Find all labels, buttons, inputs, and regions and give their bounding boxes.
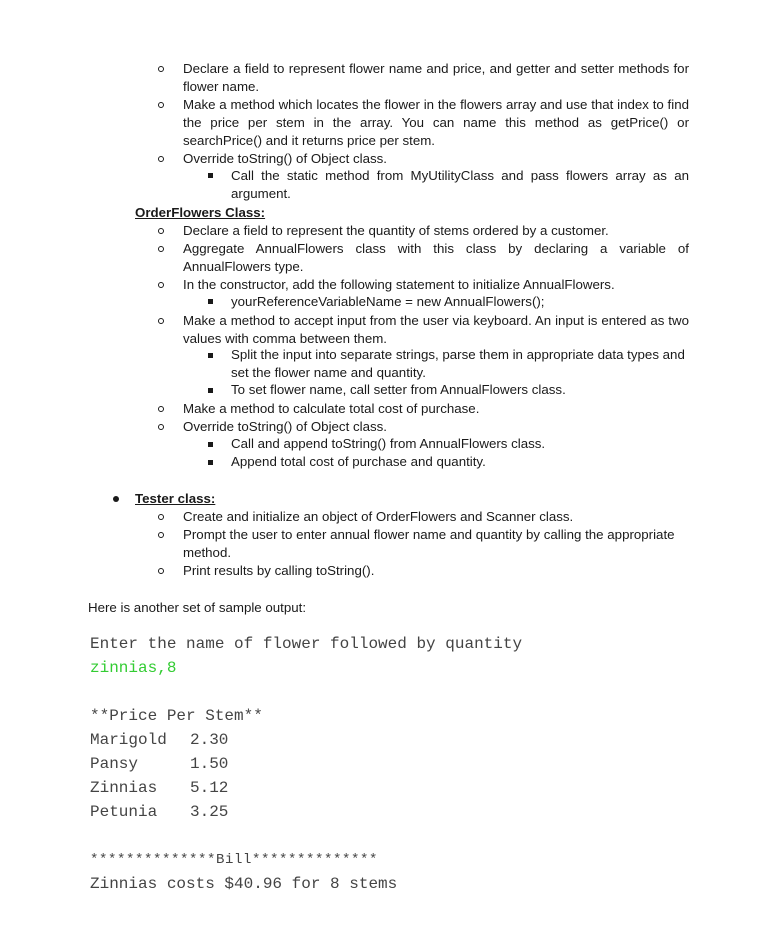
circle-bullet <box>158 156 164 162</box>
square-bullet <box>208 388 213 393</box>
flower-item-1: Declare a field to represent flower name and price, and getter and setter methods for flower name. <box>183 61 689 94</box>
square-bullet <box>208 353 213 358</box>
flower-item-3-sub: Call the static method from MyUtilityClass and pass flowers array as an argument. <box>231 168 689 201</box>
order-item-6: Override toString() of Object class. <box>183 419 387 434</box>
console-result: Zinnias costs $40.96 for 8 stems <box>90 875 398 893</box>
price-name-petunia: Petunia <box>90 803 158 821</box>
order-item-6-sub-1: Call and append toString() from AnnualFlowers class. <box>231 436 546 451</box>
square-bullet <box>208 299 213 304</box>
flower-item-2: Make a method which locates the flower in the flowers array and use that index to find the price per stem in the array. You can name this method as getPrice() or searchPrice() and it returns price per stem. <box>183 97 689 148</box>
order-item-5: Make a method to calculate total cost of purchase. <box>183 401 480 416</box>
tester-item-1: Create and initialize an object of OrderFlowers and Scanner class. <box>183 509 574 524</box>
order-item-3-sub: yourReferenceVariableName = new AnnualFlowers(); <box>231 294 545 309</box>
square-bullet <box>208 442 213 447</box>
price-value-zinnias: 5.12 <box>190 779 229 797</box>
circle-bullet <box>158 532 164 538</box>
tester-heading: Tester class: <box>135 491 216 506</box>
circle-bullet <box>158 66 164 72</box>
circle-bullet <box>158 424 164 430</box>
order-item-6-sub-2: Append total cost of purchase and quantity. <box>231 454 486 469</box>
order-item-1: Declare a field to represent the quantity of stems ordered by a customer. <box>183 223 609 238</box>
disc-bullet <box>113 496 119 502</box>
console-user-input: zinnias,8 <box>90 659 177 677</box>
circle-bullet <box>158 228 164 234</box>
console-bill-line: **************Bill************** <box>90 852 379 868</box>
order-item-3: In the constructor, add the following statement to initialize AnnualFlowers. <box>183 277 615 292</box>
circle-bullet <box>158 514 164 520</box>
console-price-header: **Price Per Stem** <box>90 707 263 725</box>
console-prompt: Enter the name of flower followed by quantity <box>90 635 523 653</box>
order-item-4: Make a method to accept input from the user via keyboard. An input is entered as two values with comma between them. <box>183 313 689 346</box>
flower-item-3: Override toString() of Object class. <box>183 151 387 166</box>
price-name-pansy: Pansy <box>90 755 139 773</box>
order-item-2: Aggregate AnnualFlowers class with this class by declaring a variable of AnnualFlowers type. <box>183 241 689 274</box>
circle-bullet <box>158 246 164 252</box>
circle-bullet <box>158 102 164 108</box>
price-value-petunia: 3.25 <box>190 803 229 821</box>
square-bullet <box>208 173 213 178</box>
price-name-zinnias: Zinnias <box>90 779 158 797</box>
tester-item-2: Prompt the user to enter annual flower name and quantity by calling the appropriate method. <box>183 527 675 560</box>
square-bullet <box>208 460 213 465</box>
price-value-marigold: 2.30 <box>190 731 229 749</box>
circle-bullet <box>158 282 164 288</box>
order-flowers-heading: OrderFlowers Class: <box>135 205 266 220</box>
price-name-marigold: Marigold <box>90 731 167 749</box>
tester-item-3: Print results by calling toString(). <box>183 563 375 578</box>
price-value-pansy: 1.50 <box>190 755 229 773</box>
circle-bullet <box>158 568 164 574</box>
circle-bullet <box>158 318 164 324</box>
circle-bullet <box>158 406 164 412</box>
order-item-4-sub-2: To set flower name, call setter from AnnualFlowers class. <box>231 382 566 397</box>
sample-intro: Here is another set of sample output: <box>88 600 307 615</box>
order-item-4-sub-1: Split the input into separate strings, parse them in appropriate data types and set the flower name and quantity. <box>231 347 685 380</box>
